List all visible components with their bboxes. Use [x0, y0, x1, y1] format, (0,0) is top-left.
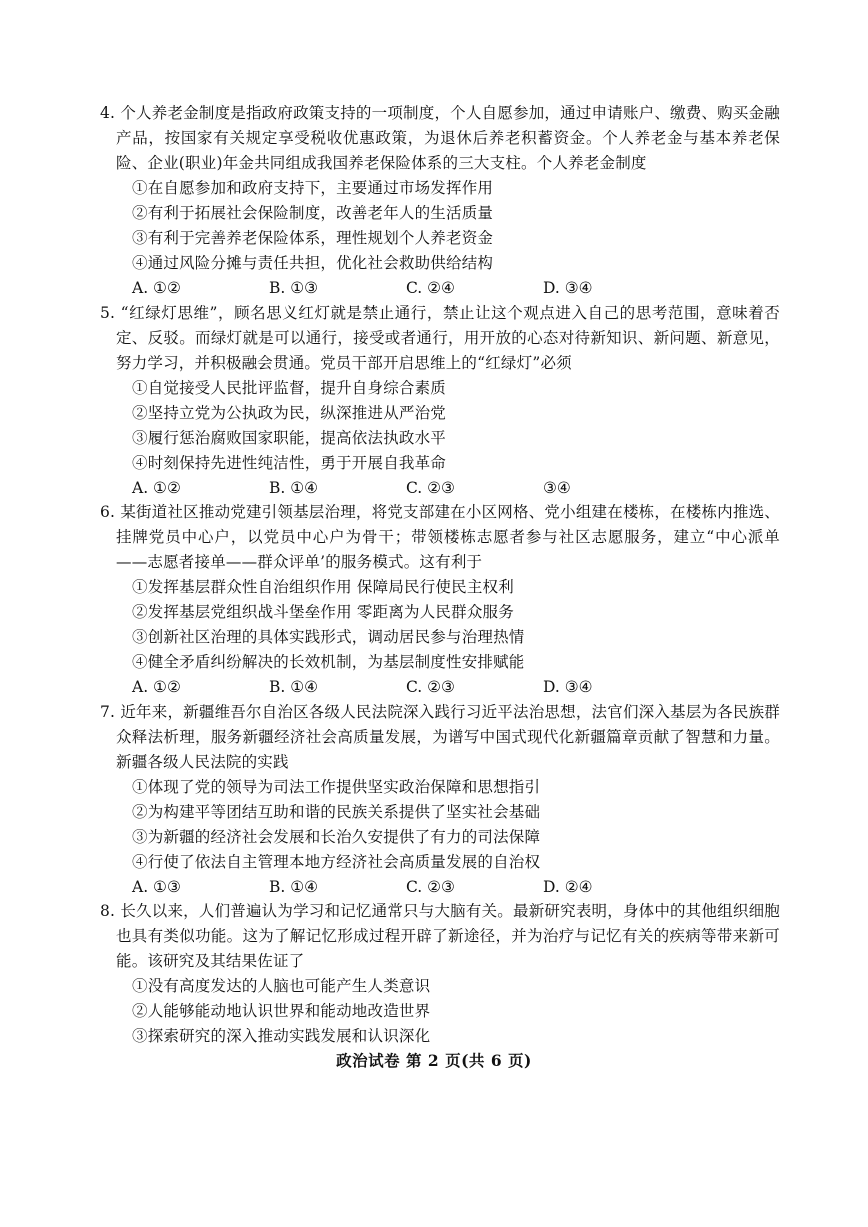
question-stem: 6. 某街道社区推动党建引领基层治理，将党支部建在小区网格、党小组建在楼栋，在楼栋内推选、挂牌党员中心户，以党员中心户为骨干；带领楼栋志愿者参与社区志愿服务，建立“中心派单——志愿者接单——群众评单’的服务模式。这有利于: [100, 503, 780, 571]
statement-3: ③履行惩治腐败国家职能，提高依法执政水平: [132, 429, 447, 447]
page-footer: 政治试卷 第 2 页(共 6 页): [336, 1051, 532, 1070]
question-5: [100, 301, 780, 501]
statement-2: ②人能够能动地认识世界和能动地改造世界: [132, 1002, 431, 1020]
answer-a[interactable]: A. ①②: [132, 678, 181, 696]
statement-3: ③有利于完善养老保险体系，理性规划个人养老资金: [132, 229, 494, 247]
question-4: [100, 101, 780, 301]
answer-a[interactable]: A. ①②: [132, 479, 181, 497]
answer-d[interactable]: D. ③④: [543, 678, 593, 696]
question-7: [100, 700, 780, 900]
answer-c[interactable]: C. ②③: [406, 878, 455, 896]
answer-choices: [100, 276, 780, 301]
statement-1: ①在自愿参加和政府支持下，主要通过市场发挥作用: [132, 179, 494, 197]
question-stem: 4. 个人养老金制度是指政府政策支持的一项制度，个人自愿参加，通过申请账户、缴费、购买金融产品，按国家有关规定享受税收优惠政策，为退休后养老积蓄资金。个人养老金与基本养老保险、企业(职业)年金共同组成我国养老保险体系的三大支柱。个人养老金制度: [100, 104, 780, 172]
answer-b[interactable]: B. ①④: [269, 678, 319, 696]
statement-2: ②为构建平等团结互助和谐的民族关系提供了坚实社会基础: [132, 803, 541, 821]
statement-3: ③创新社区治理的具体实践形式，调动居民参与治理热情: [132, 628, 525, 646]
statement-1: ①发挥基层群众性自治组织作用 保障局民行使民主权利: [132, 578, 514, 596]
answer-b[interactable]: B. ①④: [269, 878, 319, 896]
answer-d[interactable]: D. ③④: [543, 279, 593, 297]
statement-3: ③探索研究的深入推动实践发展和认识深化: [132, 1027, 431, 1045]
answer-c[interactable]: C. ②③: [406, 678, 455, 696]
answer-a[interactable]: A. ①③: [132, 878, 181, 896]
question-stem: 7. 近年来，新疆维吾尔自治区各级人民法院深入践行习近平法治思想，法官们深入基层为各民族群众释法析理，服务新疆经济社会高质量发展，为谱写中国式现代化新疆篇章贡献了智慧和力量。新疆各级人民法院的实践: [100, 703, 780, 771]
answer-choices: [100, 875, 780, 900]
statement-2: ②有利于拓展社会保险制度，改善老年人的生活质量: [132, 204, 494, 222]
answer-c[interactable]: C. ②③: [406, 479, 455, 497]
answer-choices: [100, 476, 780, 501]
statement-4: ④时刻保持先进性纯洁性，勇于开展自我革命: [132, 454, 447, 472]
answer-a[interactable]: A. ①②: [132, 279, 181, 297]
statement-4: ④健全矛盾纠纷解决的长效机制，为基层制度性安排赋能: [132, 653, 525, 671]
statement-2: ②发挥基层党组织战斗堡垒作用 零距离为人民群众服务: [132, 603, 514, 621]
answer-c[interactable]: C. ②④: [406, 279, 455, 297]
answer-d[interactable]: ③④: [543, 479, 571, 497]
statement-3: ③为新疆的经济社会发展和长治久安提供了有力的司法保障: [132, 828, 541, 846]
answer-b[interactable]: B. ①④: [269, 479, 319, 497]
question-stem: 5. “红绿灯思维”，顾名思义红灯就是禁止通行，禁止让这个观点进入自己的思考范围，意味着否定、反驳。而绿灯就是可以通行，接受或者通行，用开放的心态对待新知识、新问题、新意见，努力学习，并积极融会贯通。党员干部开启思维上的“红绿灯”必须: [100, 304, 780, 372]
answer-d[interactable]: D. ②④: [543, 878, 593, 896]
statement-4: ④行使了依法自主管理本地方经济社会高质量发展的自治权: [132, 853, 541, 871]
question-6: [100, 500, 780, 700]
statement-2: ②坚持立党为公执政为民，纵深推进从严治党: [132, 404, 447, 422]
answer-b[interactable]: B. ①③: [269, 279, 319, 297]
statement-4: ④通过风险分摊与责任共担，优化社会救助供给结构: [132, 254, 494, 272]
question-stem: 8. 长久以来，人们普遍认为学习和记忆通常只与大脑有关。最新研究表明，身体中的其他组织细胞也具有类似功能。这为了解记忆形成过程开辟了新途径，并为治疗与记忆有关的疾病等带来新可能。该研究及其结果佐证了: [100, 902, 780, 970]
question-8: [100, 899, 780, 1049]
statement-1: ①没有高度发达的人脑也可能产生人类意识: [132, 977, 431, 995]
statement-1: ①体现了党的领导为司法工作提供坚实政治保障和思想指引: [132, 778, 541, 796]
answer-choices: [100, 675, 780, 700]
statement-1: ①自觉接受人民批评监督，提升自身综合素质: [132, 379, 447, 397]
